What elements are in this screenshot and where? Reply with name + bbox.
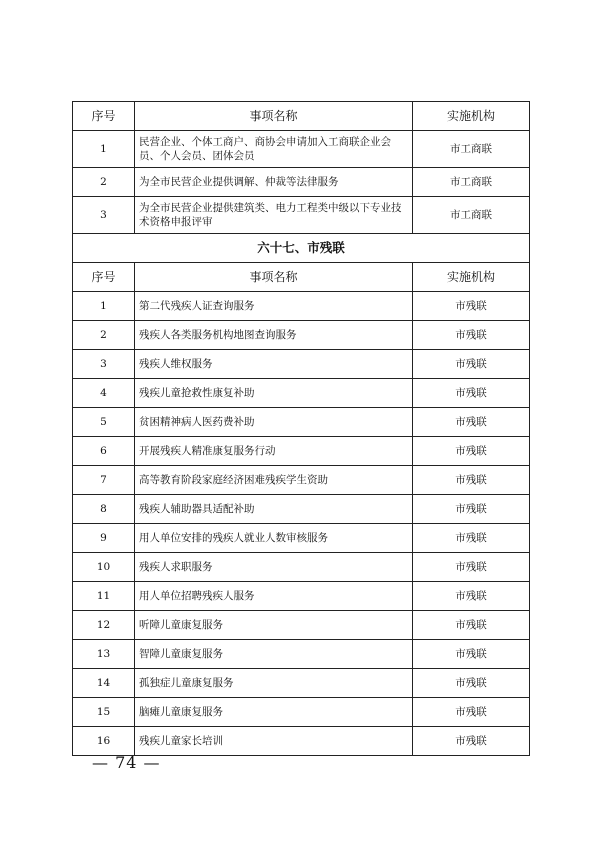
table-row <box>73 727 530 756</box>
row-seq: 3 <box>73 197 135 234</box>
row-item-name: 残疾人维权服务 <box>135 350 413 379</box>
table-row <box>73 350 530 379</box>
row-seq: 4 <box>73 379 135 408</box>
row-seq: 11 <box>73 582 135 611</box>
row-org: 市残联 <box>413 350 530 379</box>
header-seq: 序号 <box>73 263 135 292</box>
header-item-name: 事项名称 <box>135 263 413 292</box>
section-title-row <box>73 234 530 263</box>
services-table-body <box>73 102 530 756</box>
table1-header-row <box>73 102 530 131</box>
row-org: 市残联 <box>413 582 530 611</box>
row-item-name: 为全市民营企业提供建筑类、电力工程类中级以下专业技术资格申报评审 <box>135 197 413 234</box>
row-org: 市残联 <box>413 379 530 408</box>
table-row <box>73 168 530 197</box>
table-row <box>73 495 530 524</box>
header-org: 实施机构 <box>413 263 530 292</box>
row-org: 市残联 <box>413 437 530 466</box>
row-item-name: 残疾人求职服务 <box>135 553 413 582</box>
header-org: 实施机构 <box>413 102 530 131</box>
row-item-name: 残疾儿童家长培训 <box>135 727 413 756</box>
row-item-name: 智障儿童康复服务 <box>135 640 413 669</box>
table-row <box>73 379 530 408</box>
header-seq: 序号 <box>73 102 135 131</box>
table-row <box>73 131 530 168</box>
row-org: 市工商联 <box>413 197 530 234</box>
row-item-name: 高等教育阶段家庭经济困难残疾学生资助 <box>135 466 413 495</box>
row-item-name: 开展残疾人精准康复服务行动 <box>135 437 413 466</box>
header-item-name: 事项名称 <box>135 102 413 131</box>
table-row <box>73 197 530 234</box>
table-row <box>73 640 530 669</box>
row-seq: 6 <box>73 437 135 466</box>
table-row <box>73 669 530 698</box>
row-item-name: 脑瘫儿童康复服务 <box>135 698 413 727</box>
table-row <box>73 408 530 437</box>
table-row <box>73 553 530 582</box>
row-seq: 12 <box>73 611 135 640</box>
row-seq: 2 <box>73 168 135 197</box>
row-item-name: 残疾人辅助器具适配补助 <box>135 495 413 524</box>
row-org: 市残联 <box>413 321 530 350</box>
row-org: 市残联 <box>413 553 530 582</box>
row-seq: 14 <box>73 669 135 698</box>
row-org: 市残联 <box>413 292 530 321</box>
row-seq: 16 <box>73 727 135 756</box>
row-org: 市残联 <box>413 611 530 640</box>
services-table <box>72 101 530 756</box>
row-item-name: 用人单位安排的残疾人就业人数审核服务 <box>135 524 413 553</box>
row-seq: 1 <box>73 131 135 168</box>
row-org: 市工商联 <box>413 131 530 168</box>
row-seq: 5 <box>73 408 135 437</box>
row-org: 市残联 <box>413 669 530 698</box>
table-row <box>73 292 530 321</box>
row-org: 市工商联 <box>413 168 530 197</box>
row-org: 市残联 <box>413 408 530 437</box>
row-seq: 8 <box>73 495 135 524</box>
row-org: 市残联 <box>413 466 530 495</box>
row-item-name: 残疾儿童抢救性康复补助 <box>135 379 413 408</box>
row-item-name: 孤独症儿童康复服务 <box>135 669 413 698</box>
row-item-name: 为全市民营企业提供调解、仲裁等法律服务 <box>135 168 413 197</box>
row-seq: 3 <box>73 350 135 379</box>
row-org: 市残联 <box>413 698 530 727</box>
table-row <box>73 698 530 727</box>
table-row <box>73 466 530 495</box>
table-row <box>73 582 530 611</box>
row-seq: 7 <box>73 466 135 495</box>
row-seq: 1 <box>73 292 135 321</box>
table-row <box>73 524 530 553</box>
row-seq: 15 <box>73 698 135 727</box>
row-org: 市残联 <box>413 727 530 756</box>
row-item-name: 贫困精神病人医药费补助 <box>135 408 413 437</box>
section-title: 六十七、市残联 <box>73 234 530 263</box>
row-seq: 9 <box>73 524 135 553</box>
row-seq: 13 <box>73 640 135 669</box>
row-item-name: 民营企业、个体工商户、商协会申请加入工商联企业会员、个人会员、团体会员 <box>135 131 413 168</box>
row-org: 市残联 <box>413 524 530 553</box>
page-number: — 74 — <box>92 753 161 772</box>
row-org: 市残联 <box>413 640 530 669</box>
table-row <box>73 611 530 640</box>
row-item-name: 残疾人各类服务机构地图查询服务 <box>135 321 413 350</box>
row-item-name: 用人单位招聘残疾人服务 <box>135 582 413 611</box>
row-org: 市残联 <box>413 495 530 524</box>
row-seq: 10 <box>73 553 135 582</box>
table-row <box>73 437 530 466</box>
row-seq: 2 <box>73 321 135 350</box>
table2-header-row <box>73 263 530 292</box>
row-item-name: 听障儿童康复服务 <box>135 611 413 640</box>
table-row <box>73 321 530 350</box>
row-item-name: 第二代残疾人证查询服务 <box>135 292 413 321</box>
